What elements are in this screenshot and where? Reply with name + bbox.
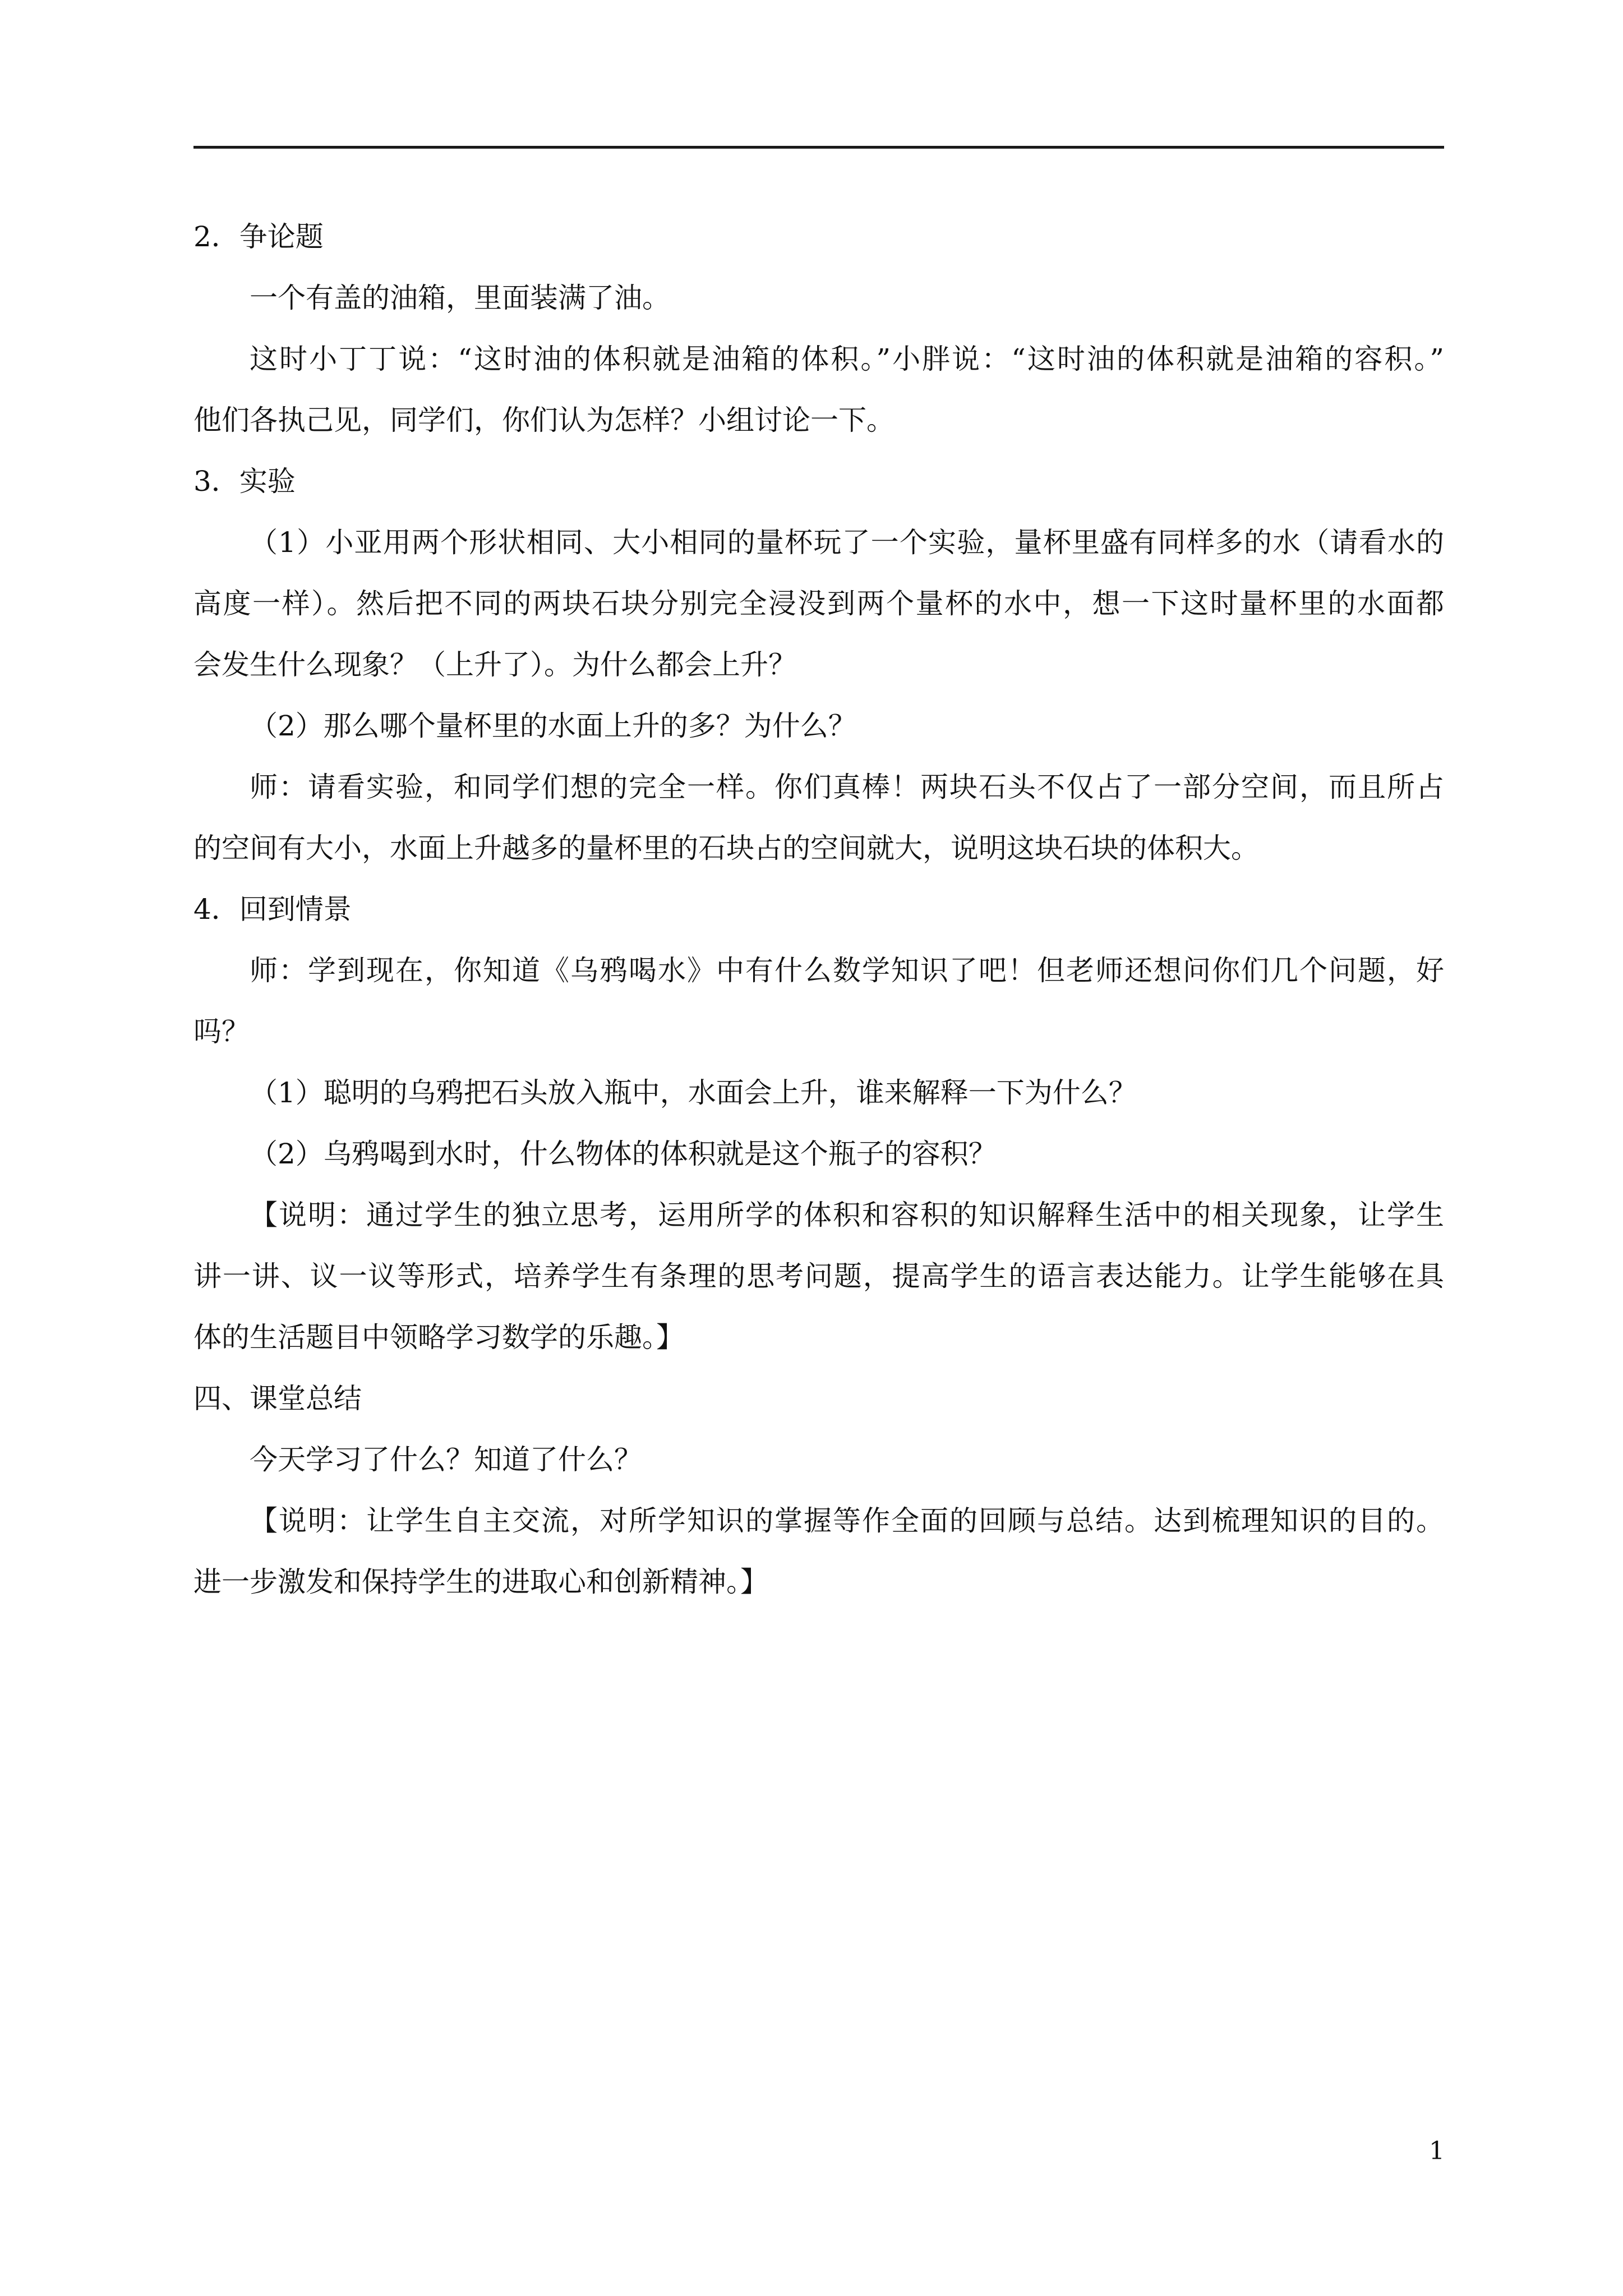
header-rule	[193, 146, 1444, 149]
note-explanation-line-2: 讲一讲、议一议等形式，培养学生有条理的思考问题，提高学生的语言表达能力。让学生能够在具	[193, 1260, 1444, 1292]
paragraph-experiment-line-3: 会发生什么现象？（上升了）。为什么都会上升？	[193, 648, 796, 681]
section-heading-experiment: 3．实验	[193, 465, 296, 498]
note-explanation-line-3: 体的生活题目中领略学习数学的乐趣。】	[193, 1321, 684, 1354]
paragraph-crow-line-2: 吗？	[193, 1015, 250, 1048]
paragraph-crow-question-2: （2）乌鸦喝到水时，什么物体的体积就是这个瓶子的容积？	[250, 1138, 997, 1170]
paragraph-teacher-line-1: 师：请看实验，和同学们想的完全一样。你们真棒！两块石头不仅占了一部分空间，而且所占	[250, 771, 1444, 803]
note-summary-line-1: 【说明：让学生自主交流，对所学知识的掌握等作全面的回顾与总结。达到梳理知识的目的。	[250, 1504, 1444, 1537]
section-heading-summary: 四、课堂总结	[193, 1382, 362, 1415]
paragraph-oil-tank: 一个有盖的油箱，里面装满了油。	[250, 282, 670, 314]
paragraph-experiment-line-1: （1）小亚用两个形状相同、大小相同的量杯玩了一个实验，量杯里盛有同样多的水（请看水的	[250, 526, 1444, 559]
section-heading-scenario: 4．回到情景	[193, 893, 352, 926]
paragraph-teacher-line-2: 的空间有大小，水面上升越多的量杯里的石块占的空间就大，说明这块石块的体积大。	[193, 832, 1259, 864]
paragraph-question-2: （2）那么哪个量杯里的水面上升的多？为什么？	[250, 710, 856, 742]
page-number: 1	[1429, 2137, 1445, 2165]
paragraph-experiment-line-2: 高度一样）。然后把不同的两块石块分别完全浸没到两个量杯的水中，想一下这时量杯里的水面都	[193, 587, 1444, 620]
section-heading-debate: 2．争论题	[193, 220, 324, 253]
paragraph-crow-line-1: 师：学到现在，你知道《乌鸦喝水》中有什么数学知识了吧！但老师还想问你们几个问题，好	[250, 954, 1444, 987]
note-summary-line-2: 进一步激发和保持学生的进取心和创新精神。】	[193, 1566, 768, 1598]
paragraph-dialogue-line-2: 他们各执己见，同学们，你们认为怎样？小组讨论一下。	[193, 404, 895, 436]
document-body	[193, 206, 1444, 1613]
paragraph-crow-question-1: （1）聪明的乌鸦把石头放入瓶中，水面会上升，谁来解释一下为什么？	[250, 1076, 1137, 1109]
note-explanation-line-1: 【说明：通过学生的独立思考，运用所学的体积和容积的知识解释生活中的相关现象，让学生	[250, 1199, 1444, 1231]
paragraph-summary-question: 今天学习了什么？知道了什么？	[250, 1443, 642, 1476]
paragraph-dialogue-line-1: 这时小丁丁说：“这时油的体积就是油箱的体积。”小胖说：“这时油的体积就是油箱的容积。”	[250, 343, 1444, 375]
